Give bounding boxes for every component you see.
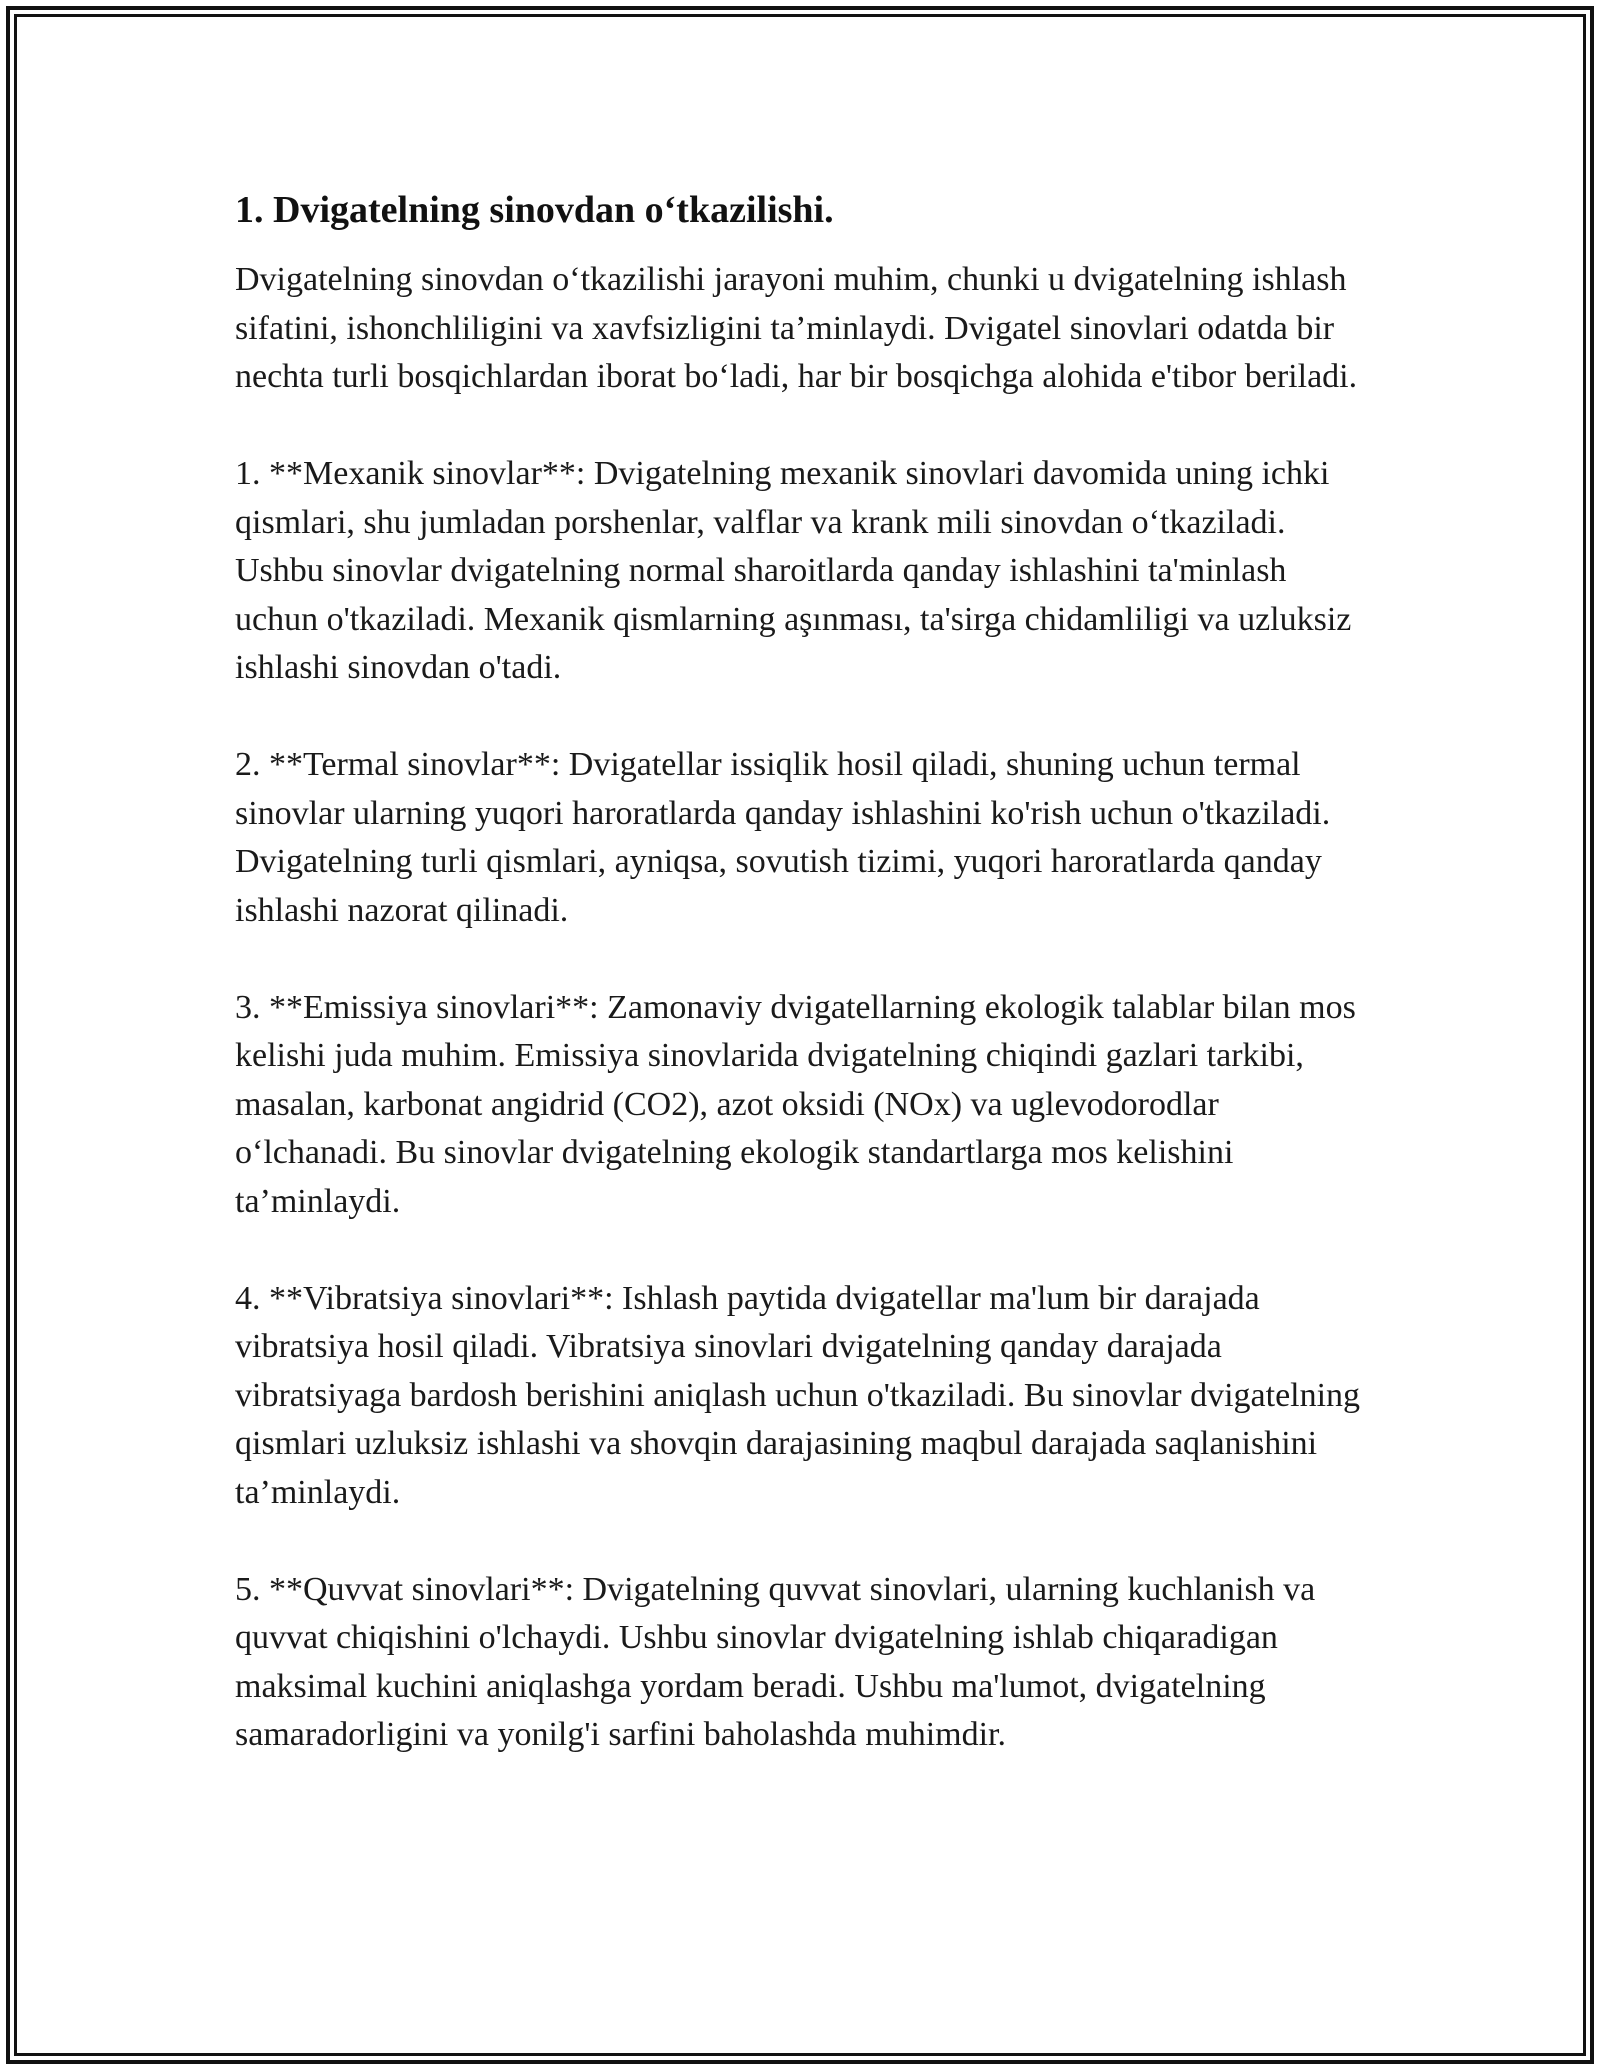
document-body: [235, 186, 1365, 1760]
list-item-mexanik: 1. **Mexanik sinovlar**: Dvigatelning mexanik sinovlari davomida uning ichki qismlari, shu jumladan porshenlar, valflar va krank mili sinovdan o‘tkaziladi. Ushbu sinovlar dvigatelning normal sharoitlarda qanday ishlashini ta'minlash uchun o'tkaziladi. Mexanik qismlarning aşınması, ta'sirga chidamliligi va uzluksiz ishlashi sinovdan o'tadi.: [235, 455, 1352, 686]
section-heading: 1. Dvigatelning sinovdan o‘tkazilishi.: [235, 189, 834, 231]
list-item-termal: 2. **Termal sinovlar**: Dvigatellar issiqlik hosil qiladi, shuning uchun termal sinovlar ularning yuqori haroratlarda qanday ishlashini ko'rish uchun o'tkaziladi. Dvigatelning turli qismlari, ayniqsa, sovutish tizimi, yuqori haroratlarda qanday ishlashi nazorat qilinadi.: [235, 746, 1331, 929]
list-item-quvvat: 5. **Quvvat sinovlari**: Dvigatelning quvvat sinovlari, ularning kuchlanish va quvvat chiqishini o'lchaydi. Ushbu sinovlar dvigatelning ishlab chiqaradigan maksimal kuchini aniqlashga yordam beradi. Ushbu ma'lumot, dvigatelning samaradorligini va yonilg'i sarfini baholashda muhimdir.: [235, 1570, 1316, 1753]
list-item-emissiya: 3. **Emissiya sinovlari**: Zamonaviy dvigatellarning ekologik talablar bilan mos kelishi juda muhim. Emissiya sinovlarida dvigatelning chiqindi gazlari tarkibi, masalan, karbonat angidrid (CO2), azot oksidi (NOx) va uglevodorodlar o‘lchanadi. Bu sinovlar dvigatelning ekologik standartlarga mos kelishini ta’minlaydi.: [235, 988, 1356, 1220]
intro-paragraph: Dvigatelning sinovdan o‘tkazilishi jarayoni muhim, chunki u dvigatelning ishlash sifatini, ishonchliligini va xavfsizligini ta’minlaydi. Dvigatel sinovlari odatda bir nechta turli bosqichlardan iborat bo‘ladi, har bir bosqichga alohida e'tibor beriladi.: [235, 261, 1358, 395]
list-item-vibratsiya: 4. **Vibratsiya sinovlari**: Ishlash paytida dvigatellar ma'lum bir darajada vibratsiya hosil qiladi. Vibratsiya sinovlari dvigatelning qanday darajada vibratsiyaga bardosh berishini aniqlash uchun o'tkaziladi. Bu sinovlar dvigatelning qismlari uzluksiz ishlashi va shovqin darajasining maqbul darajada saqlanishini ta’minlaydi.: [235, 1279, 1361, 1511]
